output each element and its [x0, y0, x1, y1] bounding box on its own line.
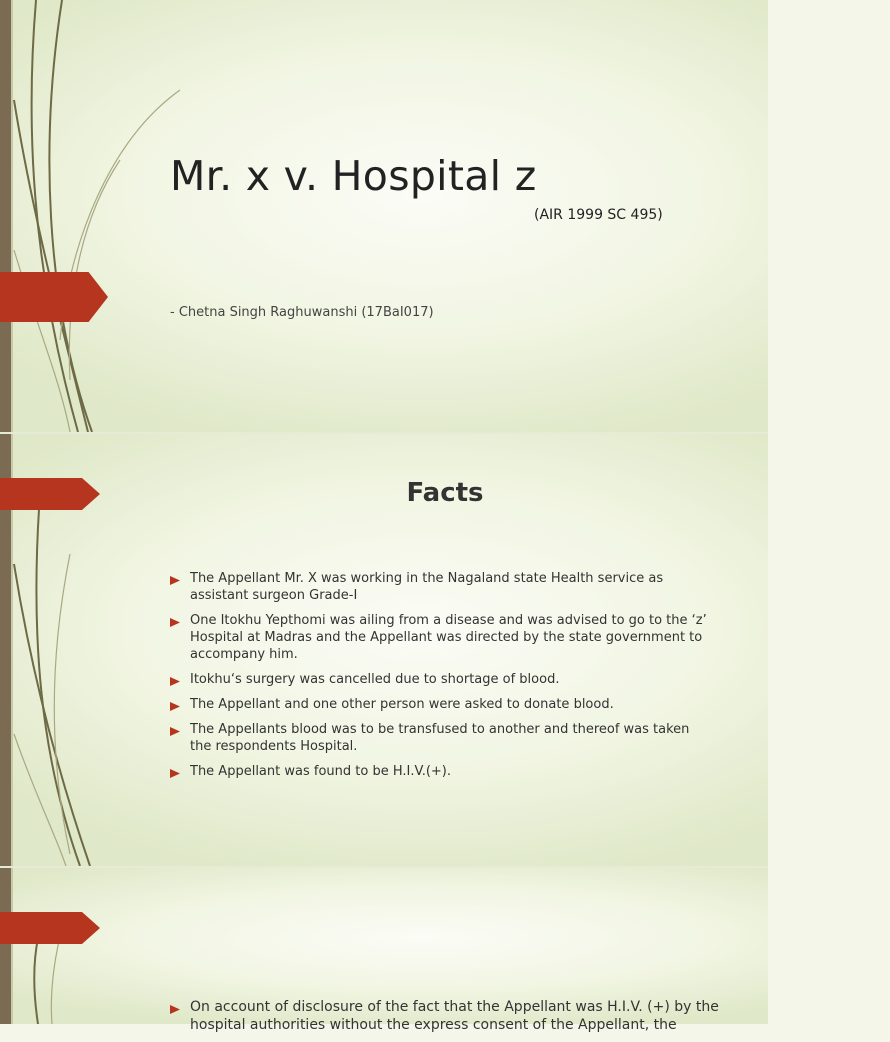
list-item: [170, 696, 710, 713]
bullet-text: The Appellants blood was to be transfused to another and thereof was taken the respondents Hospital.: [190, 722, 690, 754]
case-citation: (AIR 1999 SC 495): [534, 207, 663, 223]
arrow-bullet-icon: [170, 699, 180, 708]
list-item: [170, 763, 710, 780]
bullet-text: The Appellant and one other person were asked to donate blood.: [190, 697, 614, 712]
section-heading: Facts: [406, 478, 484, 508]
author-line: - Chetna Singh Raghuwanshi (17BaI017): [170, 305, 434, 320]
arrow-bullet-icon: [170, 615, 180, 624]
arrow-bullet-icon: [170, 766, 180, 775]
arrow-bullet-icon: [170, 1001, 180, 1010]
list-item: [170, 612, 710, 663]
accent-tab: [0, 912, 100, 944]
arrow-bullet-icon: [170, 573, 180, 582]
list-item: [170, 570, 710, 604]
vine-decoration: [0, 0, 150, 432]
slide-title: Mr. x v. Hospital z: [170, 152, 537, 200]
facts-slide: [0, 434, 768, 866]
accent-tab: [0, 272, 108, 322]
list-item: [170, 998, 730, 1034]
list-item: [170, 721, 710, 755]
bullet-text: The Appellant was found to be H.I.V.(+).: [190, 764, 451, 779]
continuation-slide: [0, 868, 768, 1033]
bullet-text: The Appellant Mr. X was working in the Nagaland state Health service as assistant surgeon Grade-I: [190, 571, 664, 603]
bullet-text: On account of disclosure of the fact that the Appellant was H.I.V. (+) by the hospital authorities without the express consent of the Appellant, the: [190, 999, 719, 1033]
vine-decoration: [0, 868, 120, 1024]
title-slide: [0, 0, 768, 432]
list-item: [170, 671, 710, 688]
facts-list: [170, 570, 710, 788]
bullet-text: Itokhu‘s surgery was cancelled due to shortage of blood.: [190, 672, 560, 687]
arrow-bullet-icon: [170, 674, 180, 683]
arrow-bullet-icon: [170, 724, 180, 733]
continuation-list: [170, 998, 730, 1042]
bullet-text: One Itokhu Yepthomi was ailing from a disease and was advised to go to the ‘z’ Hospital at Madras and the Appellant was directed by the state government to accompany him.: [190, 613, 707, 662]
